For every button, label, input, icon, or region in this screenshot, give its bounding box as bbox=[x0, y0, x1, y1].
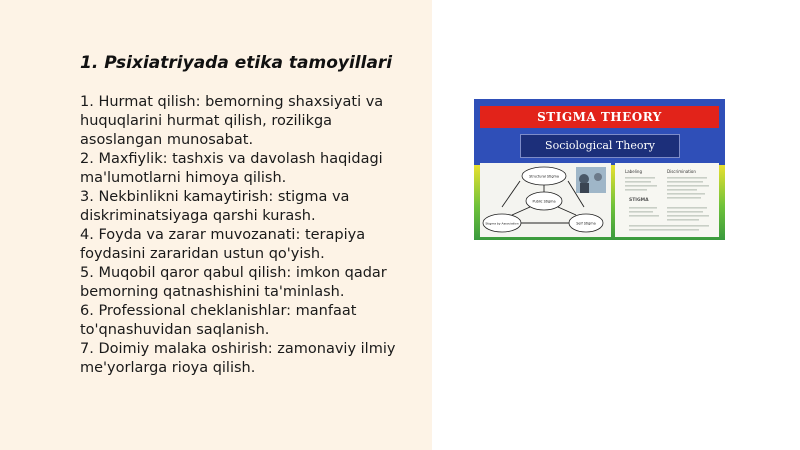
doc-text-line bbox=[667, 185, 709, 187]
list-line: 4. Foyda va zarar muvozanati: terapiya bbox=[80, 227, 366, 243]
stigma-document-thumbnail bbox=[615, 163, 719, 237]
doc-text-line bbox=[625, 177, 655, 179]
list-line: 7. Doimiy malaka oshirish: zamonaviy ilmiy bbox=[80, 341, 396, 357]
stigma-document-graphic bbox=[615, 163, 719, 237]
doc-text-line bbox=[667, 181, 703, 183]
doc-text-line bbox=[667, 219, 699, 221]
list-line: foydasini zararidan ustun qo'yish. bbox=[80, 246, 325, 262]
list-line: bemorning qatnashishini ta'minlash. bbox=[80, 284, 345, 300]
list-line: 1. Hurmat qilish: bemorning shaxsiyati va bbox=[80, 94, 384, 110]
figure-subtitle: Sociological Theory bbox=[520, 134, 680, 158]
diagram-node-label: Stigma by Association bbox=[485, 221, 519, 226]
slide-title: 1. Psixiatriyada etika tamoyillari bbox=[80, 53, 393, 73]
list-line: 6. Professional cheklanishlar: manfaat bbox=[80, 303, 357, 319]
doc-label: Labeling bbox=[625, 169, 642, 174]
doc-text-line bbox=[667, 207, 707, 209]
principles-list bbox=[80, 93, 420, 378]
doc-text-line bbox=[625, 181, 651, 183]
doc-text-line bbox=[625, 185, 657, 187]
list-line: ma'lumotlarni himoya qilish. bbox=[80, 170, 287, 186]
doc-text-line bbox=[667, 215, 709, 217]
photo-figure-body bbox=[580, 183, 589, 193]
diagram-node-label: Public Stigma bbox=[532, 199, 556, 204]
doc-text-line bbox=[629, 207, 657, 209]
stigma-diagram bbox=[480, 163, 611, 237]
stigma-theory-image bbox=[474, 99, 725, 240]
doc-text-line bbox=[629, 229, 699, 231]
doc-text-line bbox=[629, 211, 653, 213]
photo-figure bbox=[579, 174, 589, 184]
list-line: 3. Nekbinlikni kamaytirish: stigma va bbox=[80, 189, 350, 205]
stigma-diagram-graphic bbox=[480, 163, 611, 237]
doc-text-line bbox=[667, 189, 697, 191]
diagram-node-label: Structural Stigma bbox=[529, 174, 559, 179]
list-line: 5. Muqobil qaror qabul qilish: imkon qadar bbox=[80, 265, 387, 281]
doc-label: Discrimination bbox=[667, 169, 696, 174]
doc-text-line bbox=[625, 189, 647, 191]
list-line: me'yorlarga rioya qilish. bbox=[80, 360, 256, 376]
list-line: asoslangan munosabat. bbox=[80, 132, 254, 148]
list-line: diskriminatsiyaga qarshi kurash. bbox=[80, 208, 316, 224]
doc-text-line bbox=[667, 211, 703, 213]
diagram-node-label: Self Stigma bbox=[576, 221, 596, 226]
doc-text-line bbox=[629, 225, 709, 227]
doc-text-line bbox=[667, 197, 701, 199]
list-line: 2. Maxfiylik: tashxis va davolash haqidagi bbox=[80, 151, 383, 167]
list-line: to'qnashuvidan saqlanish. bbox=[80, 322, 270, 338]
doc-text-line bbox=[629, 215, 659, 217]
figure-title: STIGMA THEORY bbox=[480, 106, 719, 128]
list-line: huquqlarini hurmat qilish, rozilikga bbox=[80, 113, 333, 129]
doc-label: STIGMA bbox=[629, 198, 649, 203]
doc-text-line bbox=[667, 193, 705, 195]
photo-figure-2 bbox=[594, 173, 602, 181]
doc-text-line bbox=[667, 177, 707, 179]
